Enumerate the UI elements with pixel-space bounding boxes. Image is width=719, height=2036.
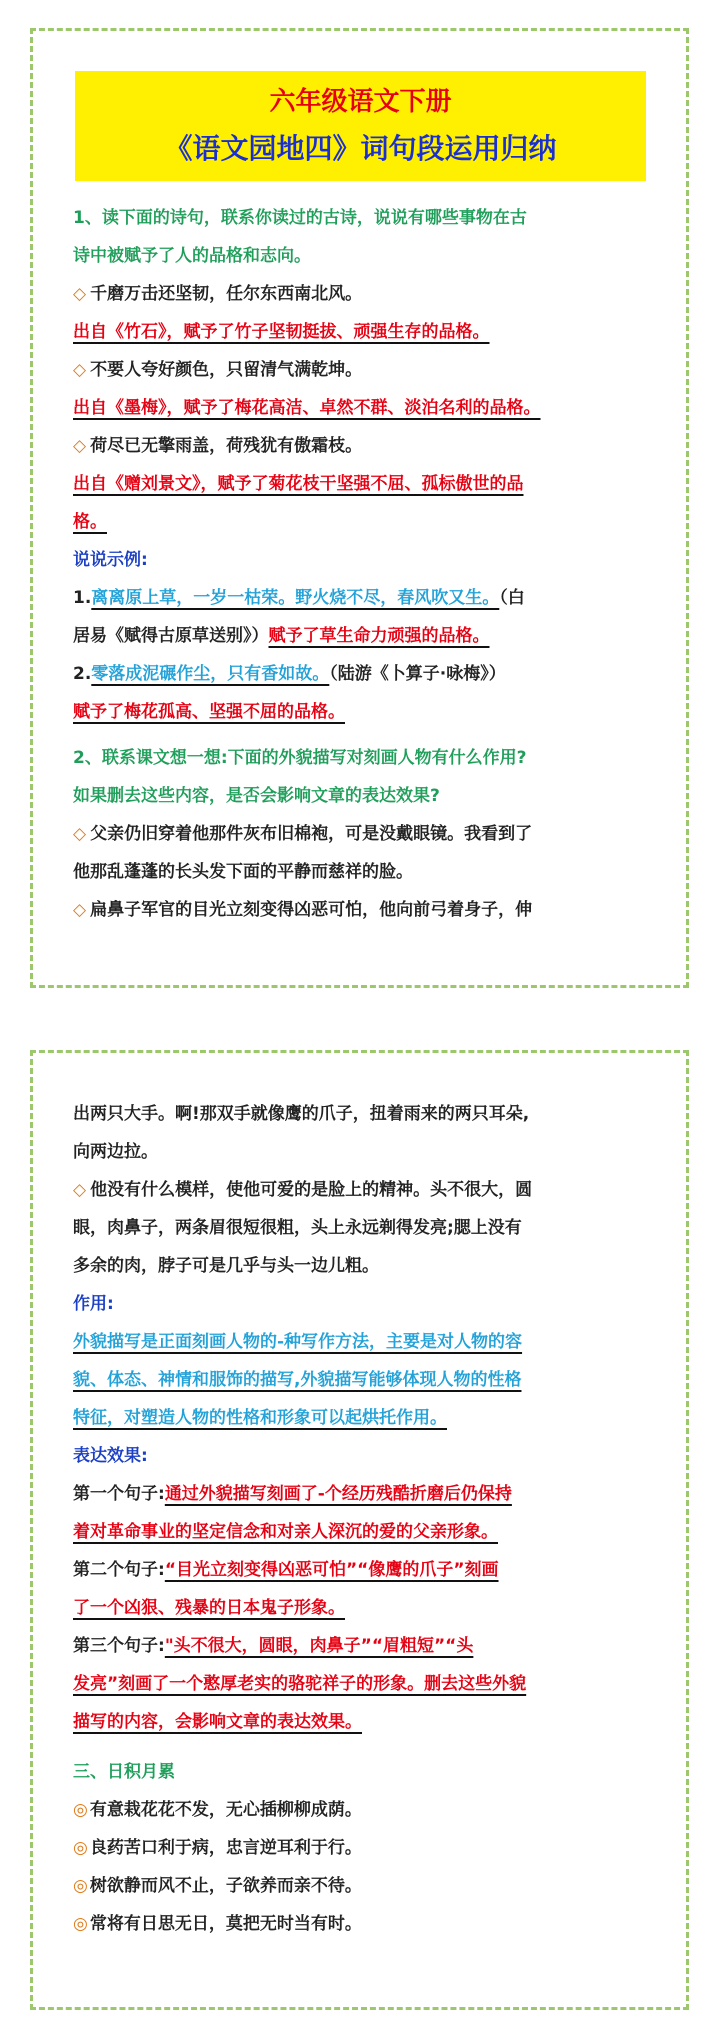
q3-item-2: ◎ 良药苦口利于病，忠言逆耳利于行。 (73, 1838, 362, 1858)
circle-icon: ◎ (73, 1876, 88, 1896)
circle-icon: ◎ (73, 1838, 88, 1858)
q1-answer-2: 出自《墨梅》，赋予了梅花高洁、卓然不群、淡泊名利的品格。 (73, 398, 541, 418)
card-bottom (30, 1050, 689, 2010)
q3-item-4: ◎ 常将有日思无日，莫把无时当有时。 (73, 1914, 362, 1934)
q1-item-1: ◇ 千磨万击还坚韧，任尔东西南北风。 (73, 284, 363, 304)
section-q1 (73, 199, 652, 929)
example-heading: 说说示例: (73, 550, 148, 570)
sentence-1-line1: 第一个句子:通过外貌描写刻画了-个经历残酷折磨后仍保持 (73, 1484, 512, 1504)
circle-icon: ◎ (73, 1914, 88, 1934)
sentence-1-line2: 着对革命事业的坚定信念和对亲人深沉的爱的父亲形象。 (73, 1522, 498, 1542)
q2-item-3-line3: 多余的肉，脖子可是几乎与头一边儿粗。 (73, 1256, 379, 1276)
q3-item-3: ◎ 树欲静而风不止，子欲养而亲不待。 (73, 1876, 362, 1896)
example-1-line2: 居易《赋得古原草送别》）赋予了草生命力顽强的品格。 (73, 626, 490, 646)
q2-item-1-line1: ◇ 父亲仍旧穿着他那件灰布旧棉袍，可是没戴眼镜。我看到了 (73, 824, 533, 844)
effect-line2: 貌、体态、神情和服饰的描写,外貌描写能够体现人物的性格 (73, 1370, 522, 1390)
diamond-icon: ◇ (73, 436, 87, 456)
q2-heading-line2: 如果删去这些内容，是否会影响文章的表达效果? (73, 786, 440, 806)
sentence-2-line2: 了一个凶狠、残暴的日本鬼子形象。 (73, 1598, 345, 1618)
example-2-line1: 2.零落成泥碾作尘，只有香如故。（陆游《卜算子·咏梅》） (73, 664, 506, 684)
express-heading: 表达效果: (73, 1446, 148, 1466)
sentence-3-line3: 描写的内容，会影响文章的表达效果。 (73, 1712, 362, 1732)
q1-heading-line2: 诗中被赋予了人的品格和志向。 (73, 246, 311, 266)
diamond-icon: ◇ (73, 284, 87, 304)
effect-heading: 作用: (73, 1294, 114, 1314)
sentence-3-line1: 第三个句子:"头不很大，圆眼，肉鼻子”“眉粗短”“头 (73, 1636, 474, 1656)
q1-heading-line1: 1、读下面的诗句，联系你读过的古诗，说说有哪些事物在古 (73, 208, 527, 228)
diamond-icon: ◇ (73, 1180, 87, 1200)
q1-answer-1: 出自《竹石》，赋予了竹子坚韧挺拔、顽强生存的品格。 (73, 322, 490, 342)
page-subtitle: 《语文园地四》词句段运用归纳 (164, 132, 557, 165)
q1-item-3: ◇ 荷尽已无擎雨盖，荷残犹有傲霜枝。 (73, 436, 363, 456)
q2-item-1-line2: 他那乱蓬蓬的长头发下面的平静而慈祥的脸。 (73, 862, 413, 882)
q3-item-1: ◎ 有意栽花花不发，无心插柳柳成荫。 (73, 1800, 362, 1820)
q2-item-3-line1: ◇ 他没有什么模样，使他可爱的是脸上的精神。头不很大，圆 (73, 1180, 533, 1200)
q2-item-2-line2: 出两只大手。啊!那双手就像鹰的爪子，扭着雨来的两只耳朵, (73, 1104, 530, 1124)
page-title: 六年级语文下册 (269, 87, 452, 117)
diamond-icon: ◇ (73, 360, 87, 380)
q2-heading-line1: 2、联系课文想一想:下面的外貌描写对刻画人物有什么作用? (73, 748, 527, 768)
q3-heading: 三、日积月累 (73, 1762, 175, 1782)
section-q2-continued (73, 1095, 652, 1943)
q1-item-2: ◇ 不要人夸好颜色，只留清气满乾坤。 (73, 360, 363, 380)
effect-line1: 外貌描写是正面刻画人物的-种写作方法，主要是对人物的容 (73, 1332, 523, 1352)
q1-answer-3-line1: 出自《赠刘景文》，赋予了菊花枝干坚强不屈、孤标傲世的品 (73, 474, 524, 494)
card-top (30, 28, 689, 988)
q1-answer-3-line2: 格。 (73, 512, 107, 532)
title-banner (75, 71, 646, 181)
effect-line3: 特征，对塑造人物的性格和形象可以起烘托作用。 (73, 1408, 447, 1428)
q2-item-2-line3: 向两边拉。 (73, 1142, 158, 1162)
q2-item-3-line2: 眼，肉鼻子，两条眉很短很粗，头上永远剃得发亮;腮上没有 (73, 1218, 522, 1238)
diamond-icon: ◇ (73, 900, 87, 920)
sentence-3-line2: 发亮”刻画了一个憨厚老实的骆驼祥子的形象。删去这些外貌 (73, 1674, 527, 1694)
example-1-line1: 1.离离原上草，一岁一枯荣。野火烧不尽，春风吹又生。（白 (73, 588, 525, 608)
sentence-2-line1: 第二个句子:“目光立刻变得凶恶可怕”“像鹰的爪子”刻画 (73, 1560, 499, 1580)
q2-item-2-line1: ◇ 扁鼻子军官的目光立刻变得凶恶可怕，他向前弓着身子，伸 (73, 900, 533, 920)
circle-icon: ◎ (73, 1800, 88, 1820)
example-2-answer: 赋予了梅花孤高、坚强不屈的品格。 (73, 702, 345, 722)
diamond-icon: ◇ (73, 824, 87, 844)
